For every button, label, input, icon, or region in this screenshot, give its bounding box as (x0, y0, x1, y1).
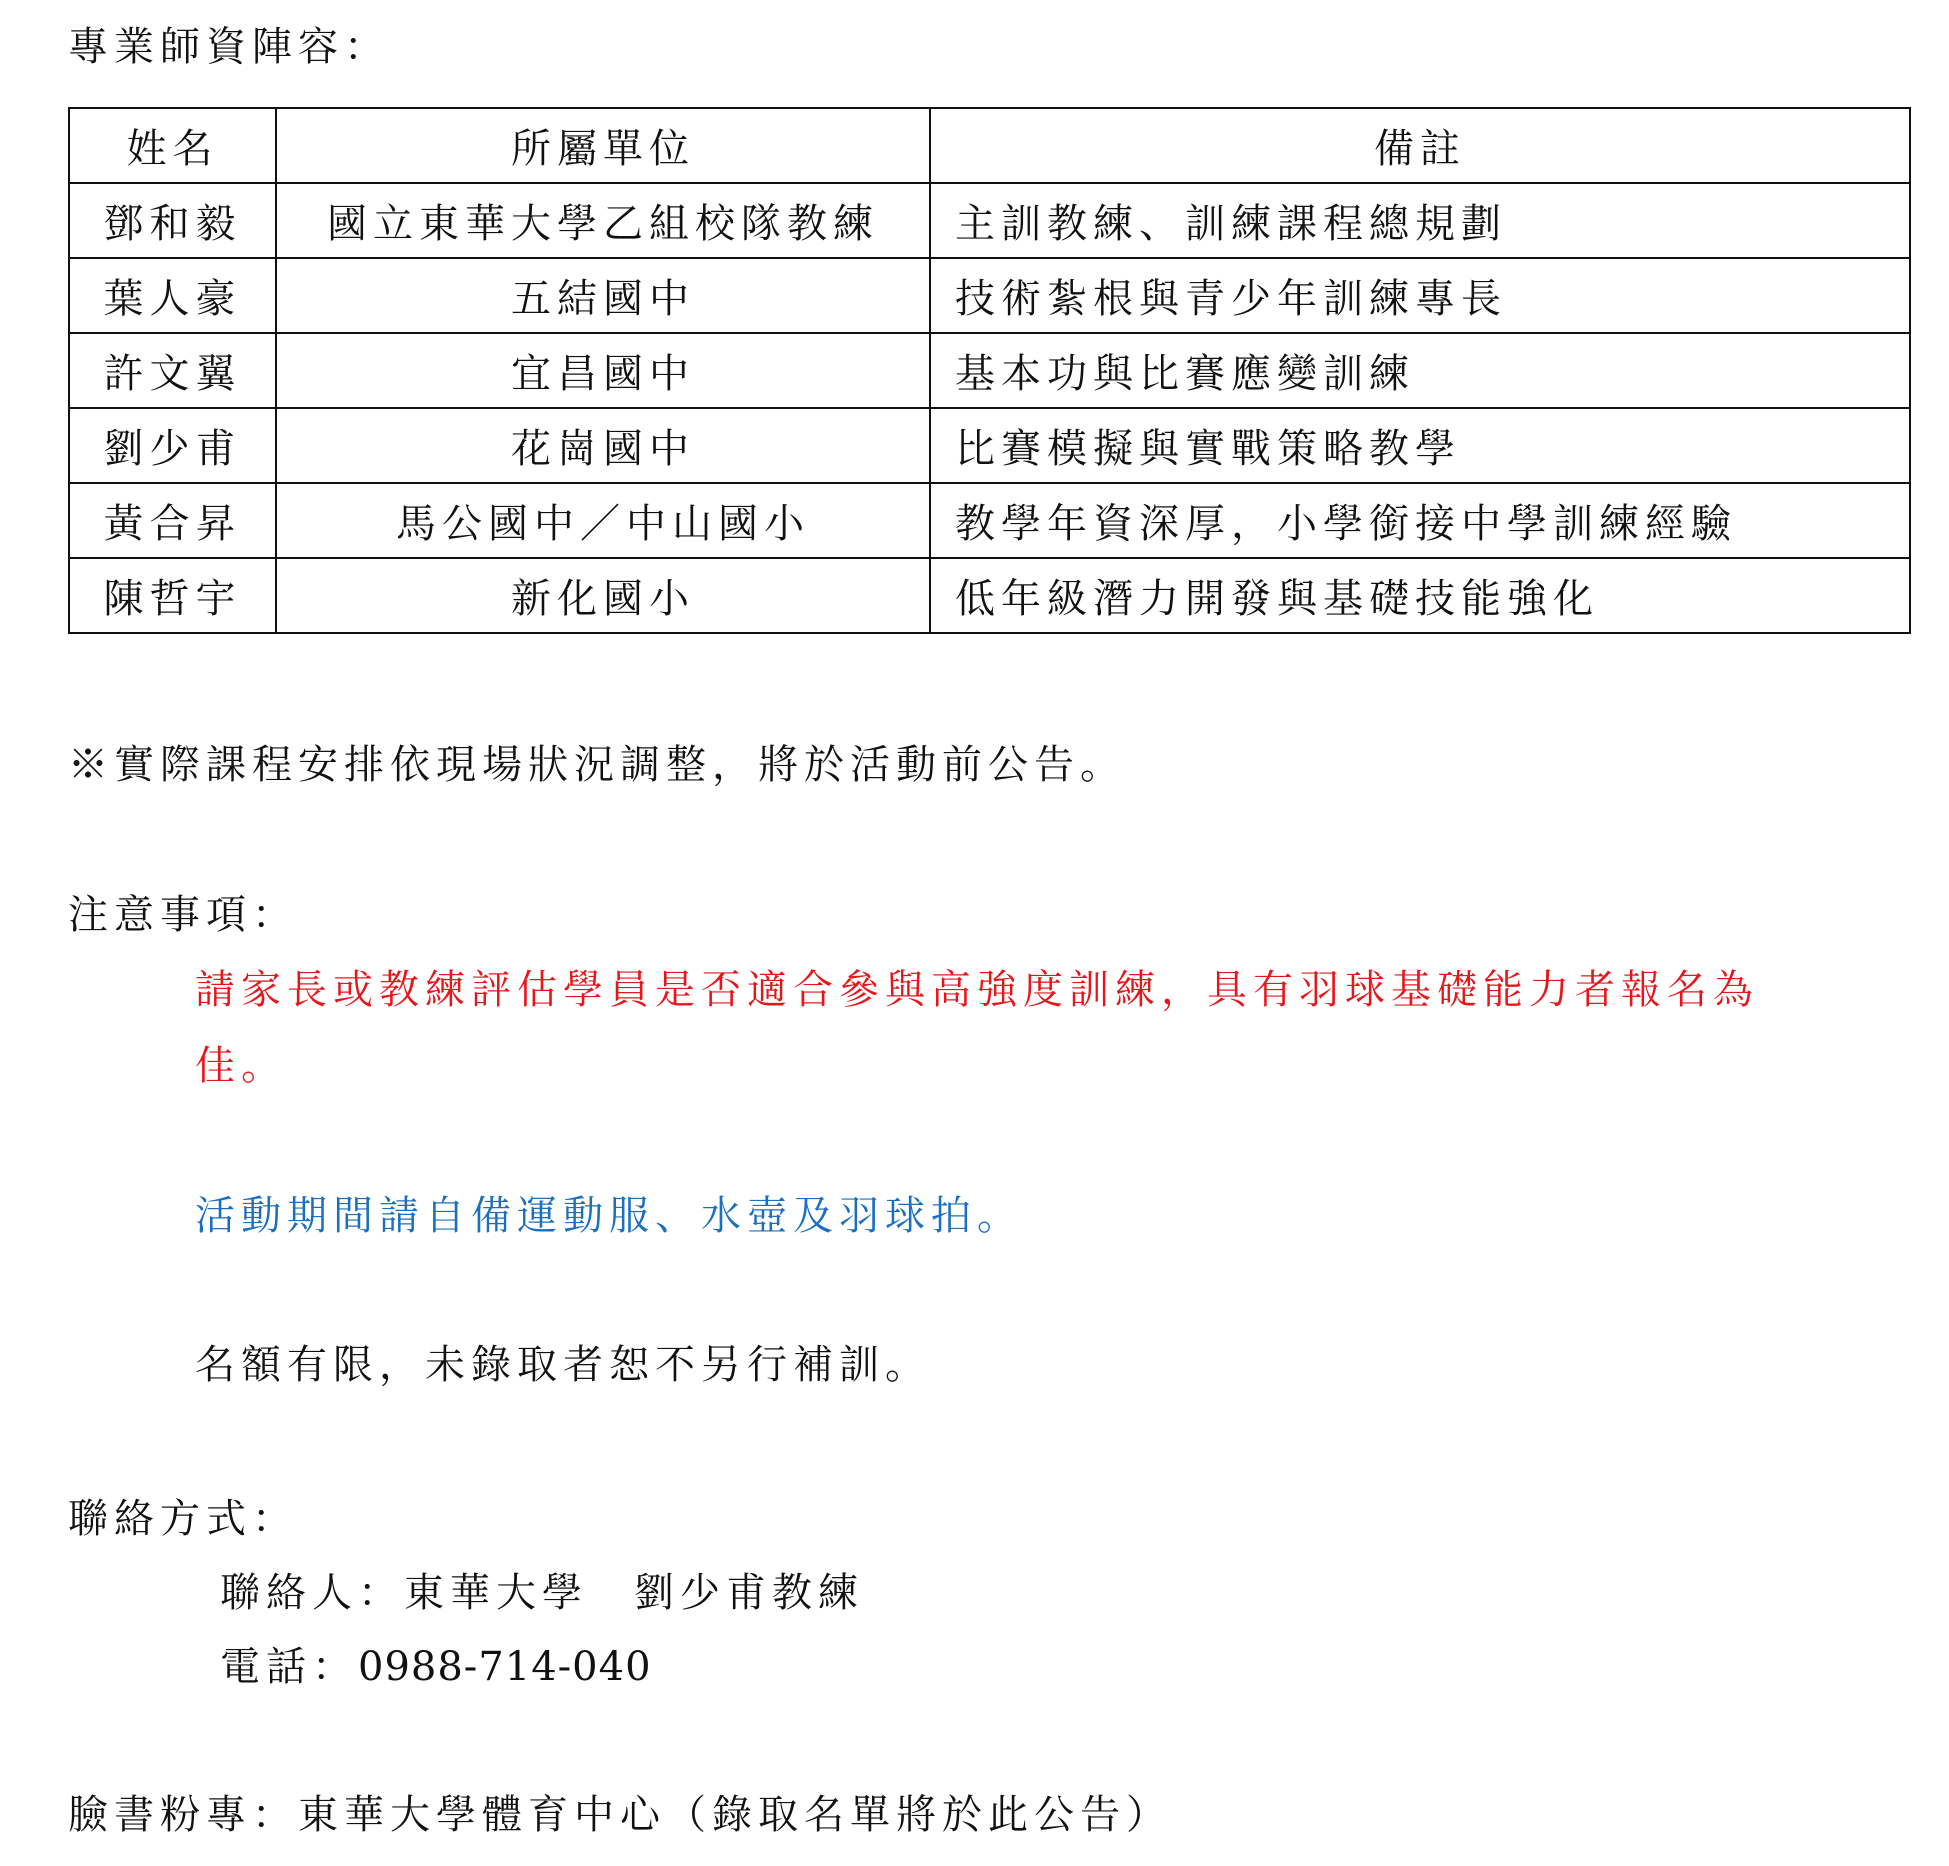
notice-equipment-text: 活動期間請自備運動服、水壺及羽球拍。 (195, 1193, 1023, 1239)
table-row (69, 333, 1910, 408)
cell-note: 技術紮根與青少年訓練專長 (930, 258, 1910, 333)
staff-heading: 專業師資陣容： (68, 24, 390, 70)
contact-person-value: 東華大學 劉少甫教練 (404, 1570, 864, 1616)
table-row (69, 558, 1910, 633)
column-header-name: 姓名 (69, 108, 276, 183)
table-header-row (69, 108, 1910, 183)
schedule-note: ※實際課程安排依現場狀況調整，將於活動前公告。 (68, 742, 1126, 788)
facebook-line (68, 1790, 1172, 1840)
cell-note: 主訓教練、訓練課程總規劃 (930, 183, 1910, 258)
cell-name: 陳哲宇 (69, 558, 276, 633)
facebook-label: 臉書粉專： (68, 1792, 298, 1838)
cell-name: 劉少甫 (69, 408, 276, 483)
cell-unit: 五結國中 (276, 258, 930, 333)
contact-heading: 聯絡方式： (68, 1496, 298, 1542)
notice-quota-text: 名額有限，未錄取者恕不另行補訓。 (195, 1342, 931, 1388)
cell-unit: 馬公國中／中山國小 (276, 483, 930, 558)
notice-heading: 注意事項： (68, 892, 298, 938)
contact-person-label: 聯絡人： (220, 1570, 404, 1616)
cell-note: 低年級潛力開發與基礎技能強化 (930, 558, 1910, 633)
cell-unit: 新化國小 (276, 558, 930, 633)
notice-warning-text: 請家長或教練評估學員是否適合參與高強度訓練，具有羽球基礎能力者報名為佳。 (195, 967, 1759, 1089)
cell-note: 基本功與比賽應變訓練 (930, 333, 1910, 408)
column-header-note: 備註 (930, 108, 1910, 183)
contact-phone-label: 電話： (220, 1644, 358, 1690)
contact-phone-value: 0988-714-040 (358, 1644, 652, 1690)
cell-note: 比賽模擬與實戰策略教學 (930, 408, 1910, 483)
facebook-value: 東華大學體育中心（錄取名單將於此公告） (298, 1792, 1172, 1838)
column-header-unit: 所屬單位 (276, 108, 930, 183)
cell-unit: 花崗國中 (276, 408, 930, 483)
contact-phone (220, 1642, 652, 1692)
cell-unit: 國立東華大學乙組校隊教練 (276, 183, 930, 258)
cell-name: 鄧和毅 (69, 183, 276, 258)
table-row (69, 408, 1910, 483)
table-row (69, 483, 1910, 558)
table-row (69, 258, 1910, 333)
cell-note: 教學年資深厚，小學銜接中學訓練經驗 (930, 483, 1910, 558)
cell-name: 許文翼 (69, 333, 276, 408)
contact-person (220, 1568, 864, 1618)
cell-name: 黃合昇 (69, 483, 276, 558)
table-row (69, 183, 1910, 258)
cell-unit: 宜昌國中 (276, 333, 930, 408)
cell-name: 葉人豪 (69, 258, 276, 333)
staff-table (68, 107, 1911, 634)
